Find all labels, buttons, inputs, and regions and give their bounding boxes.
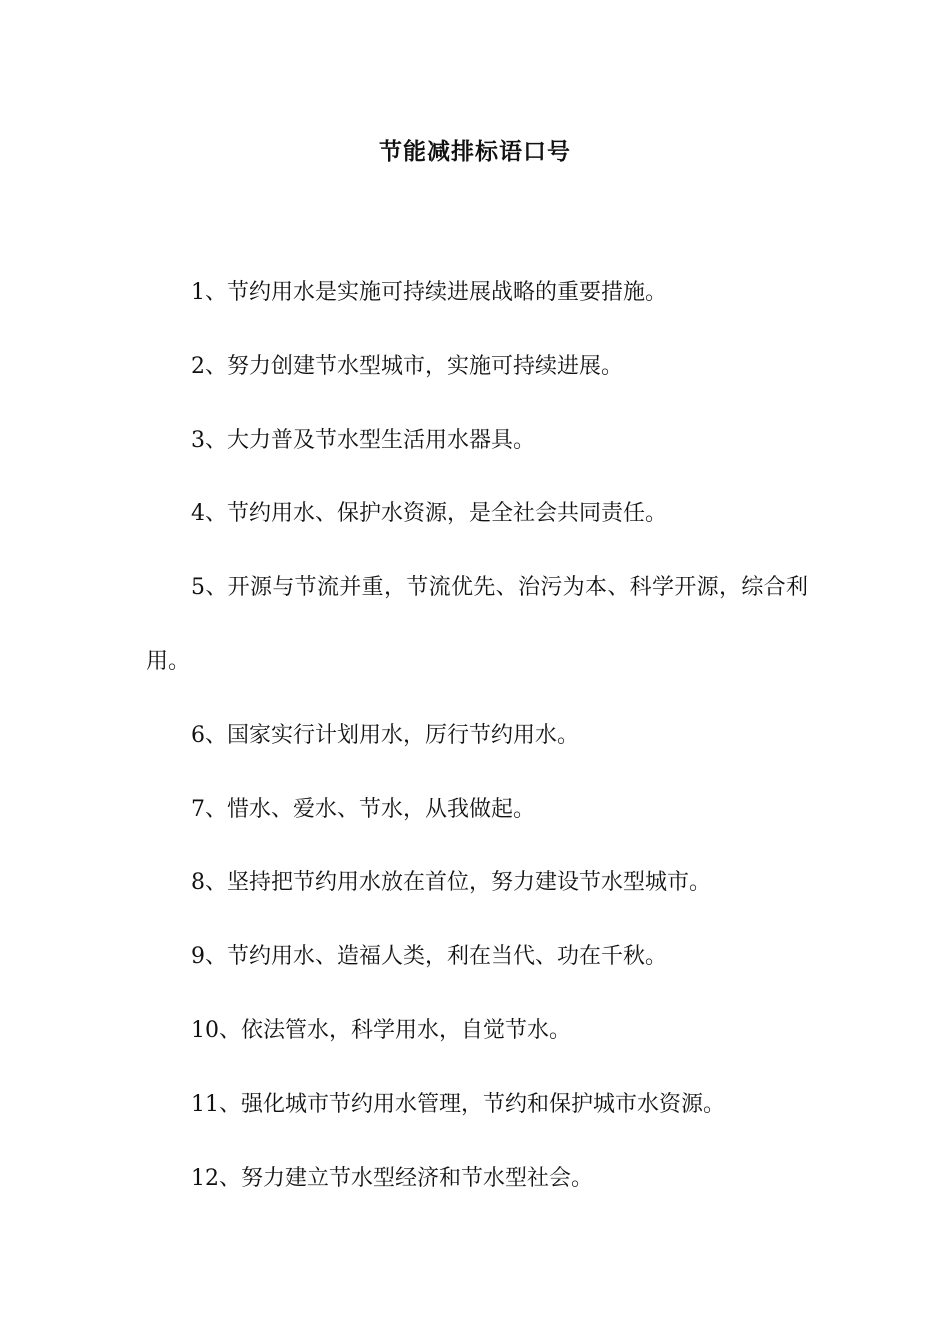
document-title: 节能减排标语口号 — [379, 139, 571, 165]
slogan-item: 6、国家实行计划用水，厉行节约用水。 — [191, 722, 579, 748]
slogan-list — [146, 256, 808, 1215]
slogan-item: 3、大力普及节水型生活用水器具。 — [191, 427, 535, 453]
slogan-item: 1、节约用水是实施可持续进展战略的重要措施。 — [191, 280, 667, 305]
slogan-item: 9、节约用水、造福人类，利在当代、功在千秋。 — [191, 944, 667, 970]
slogan-item: 10、依法管水，科学用水，自觉节水。 — [191, 1017, 571, 1043]
slogan-item: 2、努力创建节水型城市，实施可持续进展。 — [191, 353, 623, 379]
slogan-item: 12、努力建立节水型经济和节水型社会。 — [191, 1165, 593, 1191]
slogan-item: 7、惜水、爱水、节水，从我做起。 — [191, 796, 535, 822]
slogan-item: 5、开源与节流并重，节流优先、治污为本、科学开源，综合利用。 — [146, 575, 808, 674]
slogan-item: 4、节约用水、保护水资源，是全社会共同责任。 — [191, 501, 667, 527]
slogan-item: 11、强化城市节约用水管理，节约和保护城市水资源。 — [191, 1091, 725, 1117]
slogan-item: 8、坚持把节约用水放在首位，努力建设节水型城市。 — [191, 870, 711, 896]
